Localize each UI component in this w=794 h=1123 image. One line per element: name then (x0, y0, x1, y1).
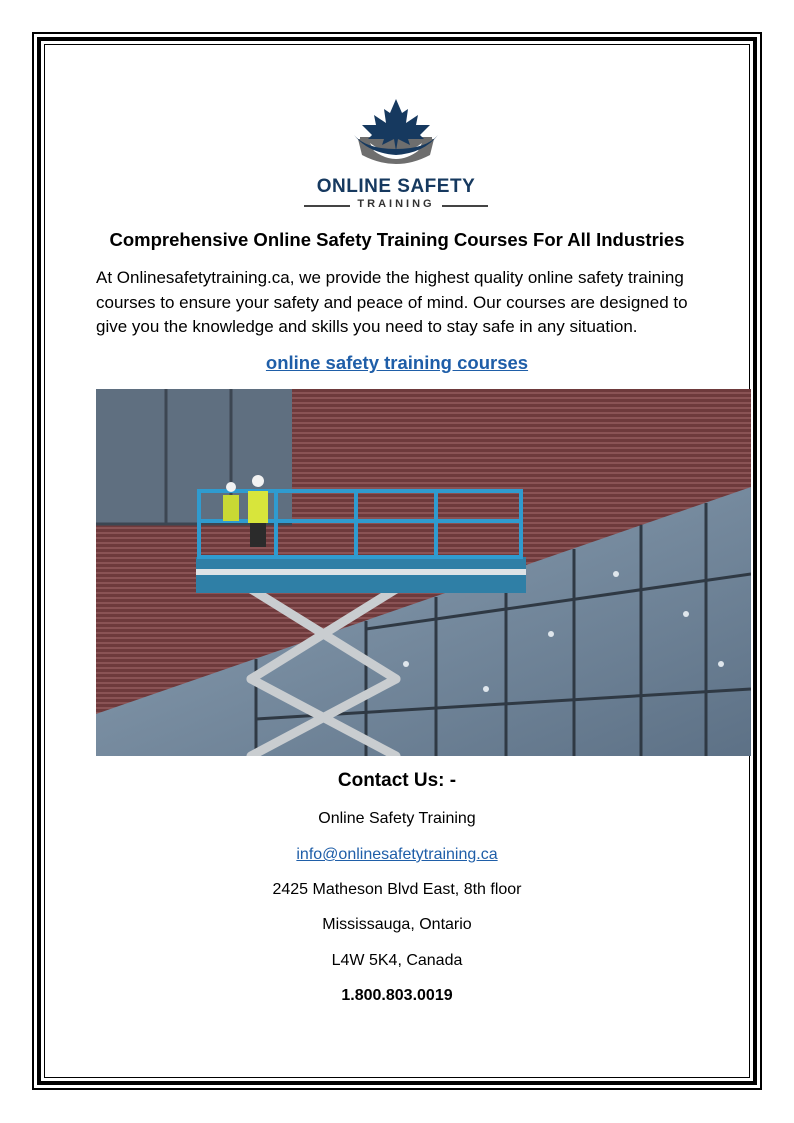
scissor-lift-workers-photo (96, 389, 751, 756)
contact-company: Online Safety Training (318, 810, 476, 827)
courses-link[interactable]: online safety training courses (265, 352, 529, 373)
contact-heading: Contact Us: - (337, 770, 457, 791)
logo-tagline-text: TRAINING (357, 198, 435, 210)
contact-address-line3: L4W 5K4, Canada (331, 952, 463, 969)
logo-wordmark: ONLINE SAFETY (316, 176, 476, 197)
contact-email-link[interactable]: info@onlinesafetytraining.ca (296, 846, 498, 863)
contact-address-line2: Mississauga, Ontario (322, 916, 472, 933)
contact-phone[interactable]: 1.800.803.0019 (341, 987, 453, 1004)
contact-address-line1: 2425 Matheson Blvd East, 8th floor (272, 881, 522, 898)
page-title: Comprehensive Online Safety Training Courses For All Industries (109, 229, 685, 250)
logo-tagline (296, 199, 496, 211)
intro-paragraph: At Onlinesafetytraining.ca, we provide the highest quality online safety training courses to ensure your safety and peace of mind. Our courses are designed to give you the knowledge and skills you need to stay safe in any situation. (96, 268, 688, 336)
